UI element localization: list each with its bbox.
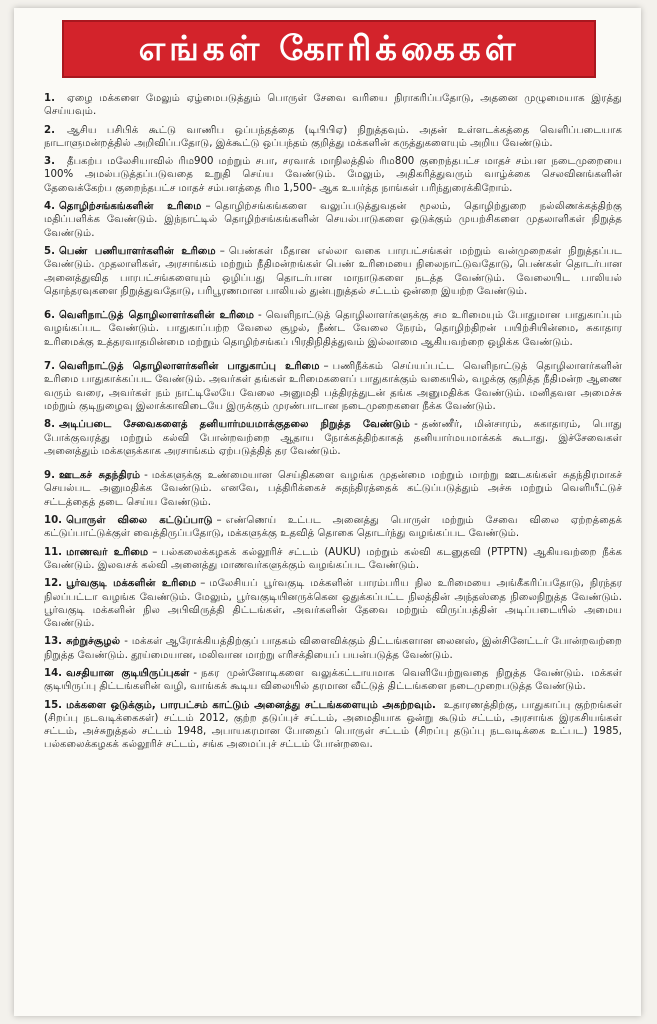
item-number: 1. (44, 93, 55, 104)
item-number: 4. (44, 201, 55, 213)
item-number: 9. (44, 470, 55, 482)
item-number: 7. (44, 361, 55, 373)
item-separator: – (323, 361, 329, 373)
item-heading: பொருள் விலை கட்டுப்பாடு (66, 515, 213, 527)
item-heading: மக்களை ஒடுக்கும், பாரபட்சம் காட்டும் அனைத்து சட்டங்களையும் அகற்றவும். (66, 699, 436, 711)
item-number: 14. (44, 667, 63, 679)
item-body: மலேசியப் பூர்வகுடி மக்களின் பாரம்பரிய நில உரிமையை அங்கீகரிப்பதோடு, நிரந்தர நிலப்பட்டா வழங்க வேண்டும். மேலும், பூர்வகுடியினருக்கென ஒதுக்கப்பட்ட நிலத்தின் அந்தஸ்தை நிலைநிறுத்த வேண்டும். பூர்வகுடி மக்களின் நில அபிவிருத்தி திட்டங்கள், அவர்களின் தேவை மற்றும் விருப்பத்தின் அடிப்படையில் அமைய வேண்டும். (44, 578, 622, 630)
list-item (44, 155, 622, 195)
item-separator: - (258, 310, 262, 322)
item-body: தொழிற்சங்கங்களை வலுப்படுத்துவதன் மூலம், தொழிற்துறை நல்லிணக்கத்திற்கு மதிப்பளிக்க வேண்டும். இந்நாட்டில் தொழிற்சங்கங்களின் செயல்பாடுகளை ஒடுக்கும் முயற்சிகளை முதலாளிகள் நிறுத்த வேண்டும். (44, 201, 622, 239)
item-separator: – (152, 546, 158, 558)
item-separator: – (205, 201, 211, 213)
item-body: மக்கள் ஆரோக்கியத்திற்குப் பாதகம் விளைவிக்கும் திட்டங்களான லைனஸ், இன்சினேட்டர் போன்றவற்றை நிறுத்த வேண்டும். தூய்மையான, மலிவான மாற்று எரிசக்தியைப் பயன்படுத்த வேண்டும். (44, 636, 622, 661)
item-body: பல்கலைக்கழகக் கல்லூரிச் சட்டம் (AUKU) மற்றும் கல்வி கடனுதவி (PTPTN) ஆகியவற்றை நீக்க வேண்டும். இலவசக் கல்வி அனைத்து மாணவர்களுக்கும் வழங்கப்பட வேண்டும். (44, 546, 622, 571)
item-number: 15. (44, 699, 63, 711)
item-number: 6. (44, 310, 55, 322)
item-heading: பூர்வகுடி மக்களின் உரிமை (66, 578, 197, 590)
item-heading: வசதியான குடியிருப்புகள் (66, 667, 190, 679)
item-heading: ஊடகச் சுதந்திரம் (58, 470, 141, 482)
list-item (44, 635, 622, 662)
item-body: ஏழை மக்களை மேலும் ஏழ்மைபடுத்தும் பொருள் சேவை வரியை நிராகரிப்பதோடு, அதனை முழுமையாக இரத்து செய்யவும். (44, 93, 622, 118)
item-body: தண்ணீர், மின்சாரம், சுகாதாரம், பொது போக்குவரத்து மற்றும் கல்வி போன்றவற்றை ஆதாய நோக்கத்திற்காகத் தனியார்மயமாக்கக் கூடாது. இச்சேவைகள் அனைத்தும் மக்களுக்காக அரசாங்கம் ஏற்படுத்தித் தர வேண்டும். (44, 419, 622, 457)
list-item (44, 309, 622, 349)
list-item (44, 92, 622, 119)
item-number: 5. (44, 245, 55, 257)
item-heading: வெளிநாட்டுத் தொழிலாளர்களின் உரிமை (58, 310, 255, 322)
list-item (44, 514, 622, 541)
list-item (44, 360, 622, 413)
list-item (44, 667, 622, 694)
list-item (44, 699, 622, 752)
item-body: பெண்கள் மீதான எல்லா வகை பாரபட்சங்கள் மற்றும் வன்முறைகள் நிறுத்தப்பட வேண்டும். முதலாளிகள், அரசாங்கம் மற்றும் நீதிமன்றங்கள் பெண் உரிமையை நிலைநாட்டுவதோடு, பெண்கள் தொடர்பான அனைத்துவித பாரபட்சங்களையும் ஒழிப்பது தொடர்பான மாநாடுகளை நடத்த வேண்டும். வேலையிட பாலியல் தொந்தரவுகளை நிறுத்துவதோடு, பரிபூரணமான பாலியல் துன்புறுத்தல் சட்டம் ஒன்றை இயற்ற வேண்டும். (44, 245, 623, 297)
list-item (44, 245, 622, 298)
item-separator: – (216, 515, 222, 527)
item-body: உதாரணத்திற்கு, பாதுகாப்பு குற்றங்கள் (சிறப்பு நடவடிக்கைகள்) சட்டம் 2012, குற்ற தடுப்புச் சட்டம், அமைதியாக ஒன்று கூடும் சட்டம், அரசாங்க இரகசியங்கள் சட்டம், அச்சுறுத்தல் சட்டம் 1948, அபாயகரமான போதைப் பொருள் சட்டம் (சிறப்பு தடுப்பு நடவடிக்கை உட்பட) 1985, பல்கலைக்கழகக் கல்லூரிச் சட்டம், சங்க அமைப்புச் சட்டம் போன்றவை. (44, 699, 622, 751)
item-separator: - (124, 636, 128, 648)
item-heading: தொழிற்சங்கங்களின் உரிமை (58, 201, 202, 213)
item-heading: அடிப்படை சேவைகளைத் தனியார்மயமாக்குதலை நிறுத்த வேண்டும் (58, 419, 411, 431)
list-item (44, 546, 622, 573)
list-item (44, 469, 622, 509)
item-separator: - (414, 419, 418, 431)
item-number: 3. (44, 156, 55, 168)
page-title: எங்கள் கோரிக்கைகள் (62, 20, 596, 78)
item-number: 10. (44, 515, 63, 527)
item-heading: சுற்றுச்சூழல் (66, 636, 121, 648)
item-separator: – (200, 578, 206, 590)
list-item (44, 577, 622, 630)
item-body: மக்களுக்கு உண்மையான செய்திகளை வழங்க முதன்மை மற்றும் மாற்று ஊடகங்கள் சுதந்திரமாகச் செயல்பட அனுமதிக்க வேண்டும். எனவே, பத்திரிக்கைச் சுதந்திரத்தைக் கட்டுப்படுத்தும் அச்சு மற்றும் வெளியீட்டுச் சட்டத்தைத் தடை செய்ய வேண்டும். (44, 470, 623, 508)
item-body: தீபகற்ப மலேசியாவில் ரிம900 மற்றும் சபா, சரவாக் மாநிலத்தில் ரிம800 குறைந்தபட்ச மாதச் சம்பள நடைமுறையை 100% அமல்படுத்தப்படுவதை உறுதி செய்ய வேண்டும். மேலும், அதிகரித்துவரும் வாழ்க்கை செலவினங்களின் தேவைக்கேற்ப குறைந்தபட்ச மாதச் சம்பளத்தை ரிம 1,500- ஆக உயர்த்த நாங்கள் பரிந்துரைக்கிறோம். (44, 156, 622, 194)
item-body: வெளிநாட்டுத் தொழிலாளர்களுக்கு சம உரிமையும் போதுமான பாதுகாப்பும் வழங்கப்பட வேண்டும். பாதுகாப்பற்ற வேலை சூழல், நீண்ட வேலை நேரம், தொழிற்திறன் பயிற்சியின்மை, சுகாதார உரிமைக்கு உத்தரவாதமின்மை மற்றும் தொழிற்சங்கப் பிரதிநிதித்துவம் இல்லாமை ஆகியவற்றை ஒழிக்க வேண்டும். (44, 310, 622, 348)
item-body: எண்ணெய் உட்பட அனைத்து பொருள் மற்றும் சேவை விலை ஏற்றத்தைக் கட்டுப்பாட்டுக்குள் வைத்திருப்பதோடு, மக்களுக்கு உதவித் தொகை தொடர்ந்து வழங்கப்பட வேண்டும். (44, 515, 622, 540)
item-separator: – (219, 245, 225, 257)
item-separator: - (193, 667, 198, 679)
item-separator: - (144, 470, 148, 482)
item-heading: பெண் பணியாளர்களின் உரிமை (58, 245, 216, 257)
poster-sheet (14, 8, 641, 1016)
list-item (44, 418, 622, 458)
list-item (44, 124, 622, 151)
item-body: பணிநீக்கம் செய்யப்பட்ட வெளிநாட்டுத் தொழிலாளர்களின் உரிமை பாதுகாக்கப்பட வேண்டும். அவர்கள் தங்கள் உரிமைகளைப் பாதுகாக்கும் வகையில், வழக்கு குறித்த நீதிமன்ற ஆணை வரும் வரை, அவர்கள் நம் நாட்டிலேயே வேலை அனுமதி பத்திரத்துடன் தங்க அனுமதிக்க வேண்டும். மனிதவள அமைச்சு மற்றும் குடிநுழைவு இலாக்காவிடையே இருக்கும் முரண்பாடான நடைமுறைகளை நீக்க வேண்டும். (44, 361, 622, 412)
item-number: 12. (44, 578, 63, 590)
demands-list (44, 92, 622, 757)
item-body: நகர முன்னோடிகளை வலுக்கட்டாயமாக வெளியேற்றுவதை நிறுத்த வேண்டும். மக்கள் குடியிருப்பு திட்டங்களின் வழி, வாங்கக் கூடிய விலையில் தரமான வீட்டுத் திட்டங்களை நடைமுறைபடுத்த வேண்டும். (44, 667, 622, 693)
item-number: 11. (44, 546, 63, 558)
item-number: 2. (44, 124, 55, 136)
item-heading: வெளிநாட்டுத் தொழிலாளர்களின் பாதுகாப்பு உரிமை (58, 361, 320, 373)
item-number: 8. (44, 419, 55, 431)
item-body: ஆசிய பசிபிக் கூட்டு வாணிப ஒப்பந்தத்தை (டிபிபிஏ) நிறுத்தவும். அதன் உள்ளடக்கத்தை வெளிப்படையாக நாடாளுமன்றத்தில் அறிவிப்பதோடு, இக்கூட்டு ஒப்பந்தம் குறித்து மக்களின் கருத்துகளையும் அறிய வேண்டும். (44, 124, 622, 149)
item-number: 13. (44, 636, 63, 648)
list-item (44, 200, 622, 240)
item-heading: மாணவர் உரிமை (66, 546, 149, 558)
